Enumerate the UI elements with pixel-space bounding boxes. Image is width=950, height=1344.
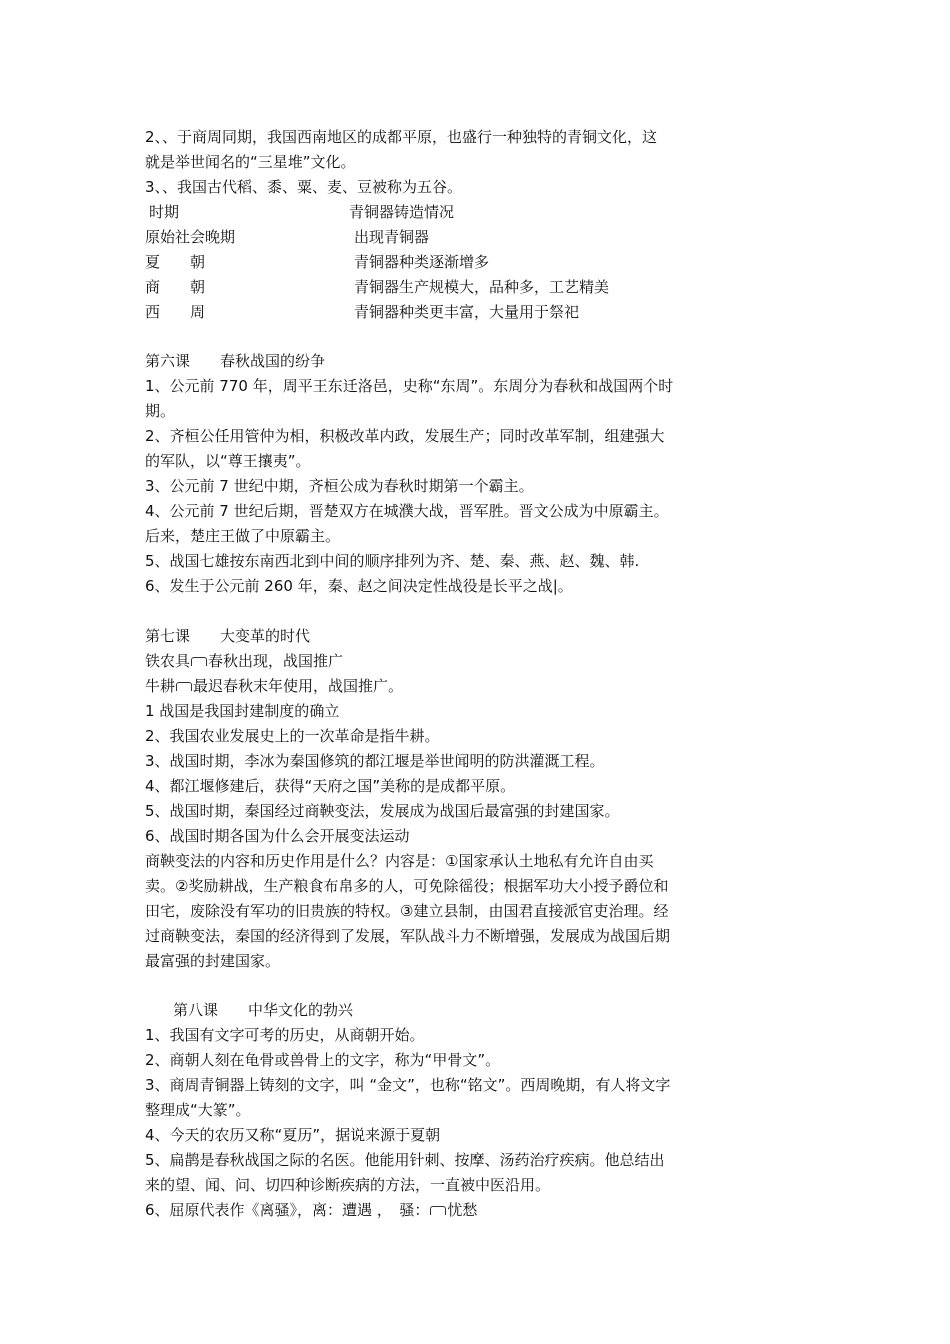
brace-icon bbox=[430, 1206, 446, 1215]
lesson8-line: 4、今天的农历又称“夏历”，据说来源于夏朝 bbox=[145, 1126, 441, 1144]
lisao-note: 忧愁 bbox=[447, 1201, 478, 1219]
lesson7-ox-plough bbox=[145, 675, 403, 697]
lesson7-line: 商鞅变法的内容和历史作用是什么？内容是：①国家承认土地私有允许自由买 bbox=[145, 852, 654, 870]
intro-line-3: 3、、我国古代稻、黍、粟、麦、豆被称为五谷。 bbox=[145, 178, 463, 196]
lesson6-line: 6、发生于公元前 260 年，秦、赵之间决定性战役是长平之战|。 bbox=[145, 577, 573, 595]
iron-tools-label: 铁农具 bbox=[145, 652, 191, 670]
lesson7-iron-tools bbox=[145, 650, 343, 672]
brace-icon bbox=[191, 657, 207, 666]
lesson8-line: 3、商周青铜器上铸刻的文字，叫 “金文”，也称“铭文”。西周晚期，有人将文字 bbox=[145, 1076, 671, 1094]
lesson6-line: 2、齐桓公任用管仲为相，积极改革内政，发展生产；同时改革军制，组建强大 bbox=[145, 427, 665, 445]
table-header-bronze: 青铜器铸造情况 bbox=[349, 203, 455, 221]
table-row-bronze: 出现青铜器 bbox=[354, 228, 430, 246]
ox-plough-note: 最迟春秋末年使用，战国推广。 bbox=[193, 677, 404, 695]
ox-plough-label: 牛耕 bbox=[145, 677, 176, 695]
table-row-period: 商 朝 bbox=[145, 278, 206, 296]
lesson8-line: 整理成“大篆”。 bbox=[145, 1101, 251, 1119]
lesson7-line: 卖。②奖励耕战，生产粮食布帛多的人，可免除徭役；根据军功大小授予爵位和 bbox=[145, 877, 669, 895]
lesson8-title: 第八课 中华文化的勃兴 bbox=[173, 1001, 354, 1019]
lesson7-line: 1 战国是我国封建制度的确立 bbox=[145, 702, 340, 720]
lesson8-line-last bbox=[145, 1199, 477, 1221]
lesson7-line: 最富强的封建国家。 bbox=[145, 952, 281, 970]
lesson6-line: 1、公元前 770 年，周平王东迁洛邑，史称“东周”。东周分为春秋和战国两个时 bbox=[145, 377, 674, 395]
intro-line-1: 2、、于商周同期，我国西南地区的成都平原，也盛行一种独特的青铜文化，这 bbox=[145, 128, 658, 146]
lesson7-line: 过商鞅变法，秦国的经济得到了发展，军队战斗力不断增强，发展成为战国后期 bbox=[145, 927, 671, 945]
lesson8-line: 5、扁鹊是春秋战国之际的名医。他能用针刺、按摩、汤药治疗疾病。他总结出 bbox=[145, 1151, 665, 1169]
table-header-period: 时期 bbox=[149, 203, 180, 221]
lesson6-line: 5、战国七雄按东南西北到中间的顺序排列为齐、楚、秦、燕、赵、魏、韩. bbox=[145, 552, 640, 570]
lesson8-line: 1、我国有文字可考的历史，从商朝开始。 bbox=[145, 1026, 425, 1044]
lesson7-line: 5、战国时期，秦国经过商鞅变法，发展成为战国后最富强的封建国家。 bbox=[145, 802, 620, 820]
table-row-bronze: 青铜器种类逐渐增多 bbox=[354, 253, 490, 271]
lesson7-line: 3、战国时期，李冰为秦国修筑的都江堰是举世闻明的防洪灌溉工程。 bbox=[145, 752, 605, 770]
brace-icon bbox=[176, 682, 192, 691]
table-row-bronze: 青铜器生产规模大，品种多，工艺精美 bbox=[354, 278, 610, 296]
lesson7-line: 6、战国时期各国为什么会开展变法运动 bbox=[145, 827, 410, 845]
lesson7-title: 第七课 大变革的时代 bbox=[145, 627, 311, 645]
lesson6-line: 3、公元前 7 世纪中期，齐桓公成为春秋时期第一个霸主。 bbox=[145, 477, 534, 495]
lisao-text: 6、屈原代表作《离骚》，离：遭遇 ， 骚： bbox=[145, 1201, 430, 1219]
table-row-bronze: 青铜器种类更丰富，大量用于祭祀 bbox=[354, 303, 580, 321]
lesson7-line: 2、我国农业发展史上的一次革命是指牛耕。 bbox=[145, 727, 440, 745]
lesson6-line: 后来，楚庄王做了中原霸主。 bbox=[145, 527, 341, 545]
iron-tools-note: 春秋出现，战国推广 bbox=[208, 652, 344, 670]
lesson6-line: 4、公元前 7 世纪后期，晋楚双方在城濮大战，晋军胜。晋文公成为中原霸主。 bbox=[145, 502, 669, 520]
lesson8-line: 来的望、闻、问、切四种诊断疾病的方法，一直被中医沿用。 bbox=[145, 1176, 551, 1194]
lesson7-line: 4、都江堰修建后，获得“天府之国”美称的是成都平原。 bbox=[145, 777, 516, 795]
lesson6-line: 期。 bbox=[145, 402, 176, 420]
lesson8-line: 2、商朝人刻在龟骨或兽骨上的文字，称为“甲骨文”。 bbox=[145, 1051, 501, 1069]
table-row-period: 西 周 bbox=[145, 303, 206, 321]
lesson7-line: 田宅，废除没有军功的旧贵族的特权。③建立县制，由国君直接派官吏治理。经 bbox=[145, 902, 669, 920]
table-row-period: 原始社会晚期 bbox=[145, 228, 236, 246]
lesson6-line: 的军队，以“尊王攘夷”。 bbox=[145, 452, 311, 470]
lesson6-title: 第六课 春秋战国的纷争 bbox=[145, 352, 326, 370]
intro-line-2: 就是举世闻名的“三星堆”文化。 bbox=[145, 153, 356, 171]
table-row-period: 夏 朝 bbox=[145, 253, 206, 271]
